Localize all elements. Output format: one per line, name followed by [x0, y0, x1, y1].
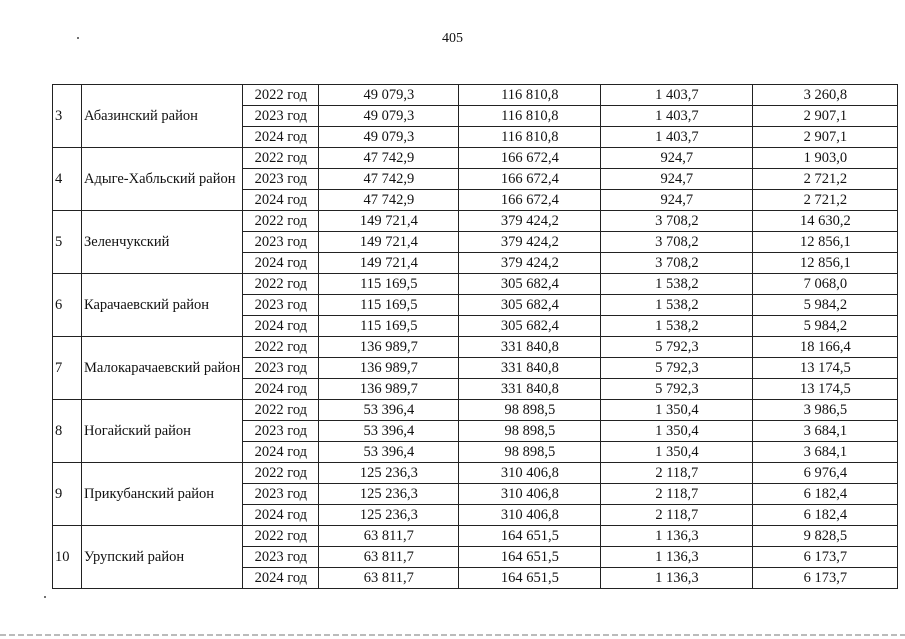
value-cell-3: 5 792,3: [601, 358, 753, 379]
district-budget-table: [52, 84, 898, 589]
value-cell-3: 1 403,7: [601, 127, 753, 148]
value-cell-1: 49 079,3: [319, 106, 459, 127]
row-number: 10: [53, 526, 82, 589]
value-cell-3: 1 350,4: [601, 400, 753, 421]
value-cell-4: 2 721,2: [753, 169, 898, 190]
row-number: 4: [53, 148, 82, 211]
scan-speck: [44, 596, 46, 598]
value-cell-2: 164 651,5: [459, 547, 601, 568]
year-cell: 2023 год: [243, 421, 319, 442]
value-cell-3: 2 118,7: [601, 484, 753, 505]
value-cell-1: 49 079,3: [319, 85, 459, 106]
year-cell: 2024 год: [243, 568, 319, 589]
year-cell: 2023 год: [243, 106, 319, 127]
value-cell-4: 5 984,2: [753, 316, 898, 337]
year-cell: 2024 год: [243, 379, 319, 400]
row-number: 5: [53, 211, 82, 274]
value-cell-4: 2 907,1: [753, 106, 898, 127]
value-cell-2: 379 424,2: [459, 232, 601, 253]
value-cell-3: 5 792,3: [601, 379, 753, 400]
year-cell: 2022 год: [243, 337, 319, 358]
value-cell-1: 136 989,7: [319, 337, 459, 358]
value-cell-3: 924,7: [601, 169, 753, 190]
value-cell-2: 310 406,8: [459, 484, 601, 505]
value-cell-4: 5 984,2: [753, 295, 898, 316]
table-row: [53, 148, 898, 169]
value-cell-1: 63 811,7: [319, 526, 459, 547]
year-cell: 2022 год: [243, 274, 319, 295]
value-cell-3: 1 403,7: [601, 106, 753, 127]
value-cell-1: 47 742,9: [319, 148, 459, 169]
value-cell-3: 1 538,2: [601, 295, 753, 316]
value-cell-3: 1 350,4: [601, 421, 753, 442]
value-cell-1: 125 236,3: [319, 463, 459, 484]
value-cell-1: 149 721,4: [319, 232, 459, 253]
value-cell-2: 116 810,8: [459, 106, 601, 127]
district-name: Прикубанский район: [82, 463, 243, 526]
year-cell: 2024 год: [243, 316, 319, 337]
value-cell-1: 47 742,9: [319, 169, 459, 190]
year-cell: 2022 год: [243, 148, 319, 169]
value-cell-4: 6 976,4: [753, 463, 898, 484]
value-cell-1: 115 169,5: [319, 274, 459, 295]
value-cell-1: 53 396,4: [319, 442, 459, 463]
value-cell-4: 18 166,4: [753, 337, 898, 358]
value-cell-4: 9 828,5: [753, 526, 898, 547]
year-cell: 2023 год: [243, 358, 319, 379]
value-cell-2: 116 810,8: [459, 127, 601, 148]
value-cell-3: 3 708,2: [601, 253, 753, 274]
value-cell-4: 3 986,5: [753, 400, 898, 421]
year-cell: 2022 год: [243, 85, 319, 106]
row-number: 3: [53, 85, 82, 148]
row-number: 8: [53, 400, 82, 463]
value-cell-4: 6 173,7: [753, 568, 898, 589]
value-cell-1: 149 721,4: [319, 253, 459, 274]
value-cell-3: 1 136,3: [601, 568, 753, 589]
year-cell: 2024 год: [243, 127, 319, 148]
value-cell-3: 1 136,3: [601, 547, 753, 568]
year-cell: 2024 год: [243, 505, 319, 526]
value-cell-4: 12 856,1: [753, 232, 898, 253]
page-number: 405: [442, 31, 463, 46]
district-name: Карачаевский район: [82, 274, 243, 337]
value-cell-3: 2 118,7: [601, 505, 753, 526]
value-cell-3: 2 118,7: [601, 463, 753, 484]
value-cell-4: 13 174,5: [753, 358, 898, 379]
value-cell-1: 149 721,4: [319, 211, 459, 232]
value-cell-1: 115 169,5: [319, 295, 459, 316]
value-cell-1: 125 236,3: [319, 505, 459, 526]
value-cell-4: 2 721,2: [753, 190, 898, 211]
table-row: [53, 400, 898, 421]
value-cell-1: 49 079,3: [319, 127, 459, 148]
value-cell-4: 13 174,5: [753, 379, 898, 400]
value-cell-2: 379 424,2: [459, 253, 601, 274]
value-cell-2: 331 840,8: [459, 379, 601, 400]
year-cell: 2023 год: [243, 295, 319, 316]
table-row: [53, 85, 898, 106]
value-cell-2: 164 651,5: [459, 568, 601, 589]
value-cell-2: 98 898,5: [459, 421, 601, 442]
year-cell: 2024 год: [243, 190, 319, 211]
value-cell-3: 1 403,7: [601, 85, 753, 106]
table-row: [53, 463, 898, 484]
value-cell-1: 53 396,4: [319, 421, 459, 442]
district-name: Адыге-Хабльский район: [82, 148, 243, 211]
district-name: Зеленчукский: [82, 211, 243, 274]
value-cell-2: 166 672,4: [459, 190, 601, 211]
year-cell: 2023 год: [243, 547, 319, 568]
value-cell-1: 47 742,9: [319, 190, 459, 211]
value-cell-3: 1 350,4: [601, 442, 753, 463]
year-cell: 2022 год: [243, 211, 319, 232]
value-cell-1: 125 236,3: [319, 484, 459, 505]
value-cell-2: 166 672,4: [459, 148, 601, 169]
value-cell-4: 6 182,4: [753, 505, 898, 526]
year-cell: 2023 год: [243, 232, 319, 253]
table-row: [53, 274, 898, 295]
district-name: Ногайский район: [82, 400, 243, 463]
value-cell-3: 1 136,3: [601, 526, 753, 547]
value-cell-2: 98 898,5: [459, 442, 601, 463]
value-cell-3: 924,7: [601, 190, 753, 211]
value-cell-2: 379 424,2: [459, 211, 601, 232]
value-cell-4: 7 068,0: [753, 274, 898, 295]
district-name: Малокарачаевский район: [82, 337, 243, 400]
value-cell-1: 115 169,5: [319, 316, 459, 337]
value-cell-4: 6 182,4: [753, 484, 898, 505]
value-cell-4: 3 260,8: [753, 85, 898, 106]
value-cell-2: 116 810,8: [459, 85, 601, 106]
year-cell: 2022 год: [243, 463, 319, 484]
value-cell-1: 136 989,7: [319, 358, 459, 379]
value-cell-4: 2 907,1: [753, 127, 898, 148]
value-cell-1: 63 811,7: [319, 568, 459, 589]
value-cell-2: 166 672,4: [459, 169, 601, 190]
value-cell-2: 331 840,8: [459, 358, 601, 379]
year-cell: 2023 год: [243, 169, 319, 190]
value-cell-3: 3 708,2: [601, 211, 753, 232]
value-cell-4: 3 684,1: [753, 421, 898, 442]
value-cell-4: 3 684,1: [753, 442, 898, 463]
value-cell-3: 1 538,2: [601, 274, 753, 295]
row-number: 7: [53, 337, 82, 400]
value-cell-2: 310 406,8: [459, 463, 601, 484]
year-cell: 2022 год: [243, 400, 319, 421]
row-number: 9: [53, 463, 82, 526]
value-cell-3: 3 708,2: [601, 232, 753, 253]
value-cell-2: 305 682,4: [459, 295, 601, 316]
year-cell: 2022 год: [243, 526, 319, 547]
value-cell-2: 310 406,8: [459, 505, 601, 526]
table-row: [53, 526, 898, 547]
value-cell-2: 305 682,4: [459, 316, 601, 337]
value-cell-2: 305 682,4: [459, 274, 601, 295]
value-cell-3: 924,7: [601, 148, 753, 169]
district-name: Урупский район: [82, 526, 243, 589]
value-cell-2: 98 898,5: [459, 400, 601, 421]
scan-speck: [77, 37, 79, 39]
row-number: 6: [53, 274, 82, 337]
year-cell: 2024 год: [243, 253, 319, 274]
value-cell-4: 12 856,1: [753, 253, 898, 274]
value-cell-1: 63 811,7: [319, 547, 459, 568]
value-cell-2: 331 840,8: [459, 337, 601, 358]
year-cell: 2024 год: [243, 442, 319, 463]
year-cell: 2023 год: [243, 484, 319, 505]
scan-edge: [0, 634, 905, 636]
value-cell-4: 1 903,0: [753, 148, 898, 169]
value-cell-3: 5 792,3: [601, 337, 753, 358]
district-name: Абазинский район: [82, 85, 243, 148]
table-row: [53, 211, 898, 232]
value-cell-2: 164 651,5: [459, 526, 601, 547]
table-row: [53, 337, 898, 358]
value-cell-3: 1 538,2: [601, 316, 753, 337]
value-cell-4: 14 630,2: [753, 211, 898, 232]
value-cell-1: 136 989,7: [319, 379, 459, 400]
value-cell-4: 6 173,7: [753, 547, 898, 568]
value-cell-1: 53 396,4: [319, 400, 459, 421]
